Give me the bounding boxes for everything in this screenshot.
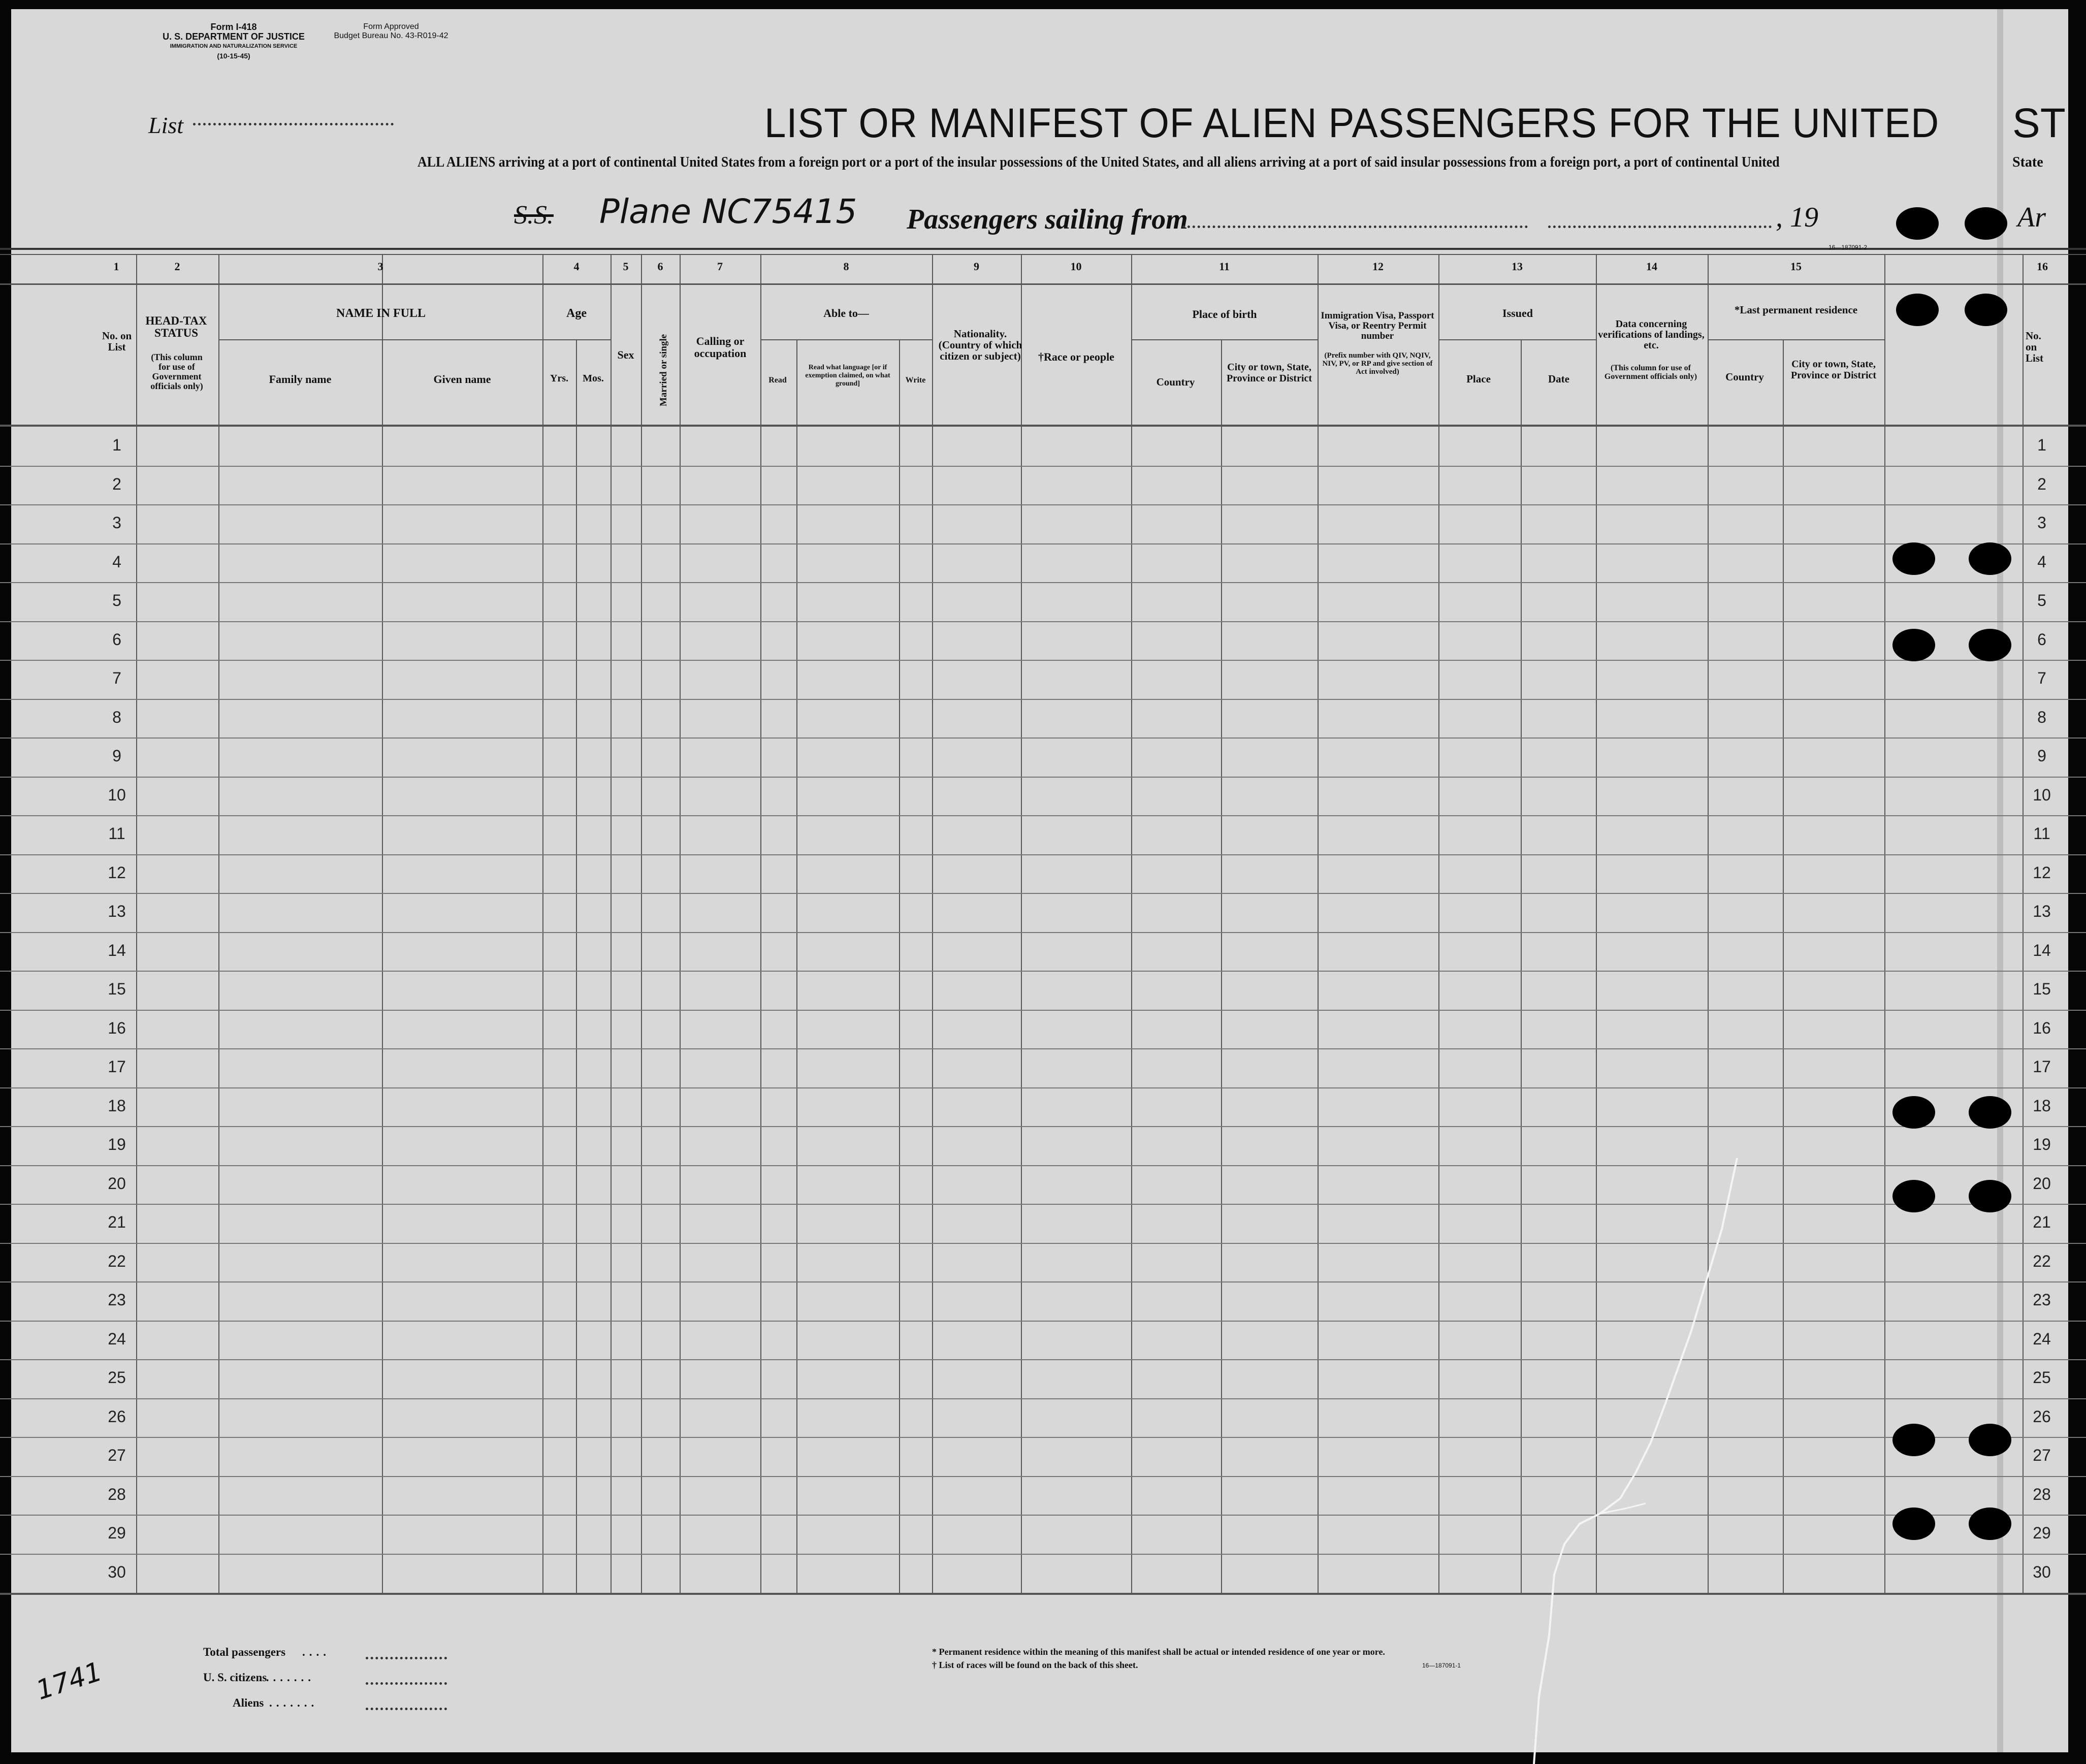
header-sex: Sex — [617, 348, 634, 361]
manifest-title: LIST OR MANIFEST OF ALIEN PASSENGERS FOR THE UNITED — [764, 100, 1940, 146]
column-number: 12 — [1372, 260, 1384, 273]
margin-handwriting: 1741 — [32, 1656, 106, 1706]
row-number-right: 5 — [2037, 591, 2046, 610]
vessel-handwritten: Plane NC75415 — [599, 192, 857, 231]
row-number: 18 — [108, 1097, 126, 1115]
header-name-in-full: NAME IN FULL — [336, 307, 426, 320]
vessel-label: S.S. — [514, 201, 554, 230]
row-number-right: 7 — [2037, 669, 2046, 687]
column-number: 1 — [113, 260, 119, 273]
row-number-right: 8 — [2037, 708, 2046, 726]
row-number: 16 — [108, 1019, 126, 1037]
header-read-language: Read what language [or if exemption claimed, on what ground] — [805, 364, 890, 388]
form-edition: (10-15-45) — [217, 52, 250, 60]
row-number: 30 — [108, 1563, 126, 1581]
header-residence-country: Country — [1725, 371, 1764, 383]
footnote-residence: * Permanent residence within the meaning of this manifest shall be actual or intended residence of one year or more. — [932, 1647, 1385, 1657]
print-code-bottom: 16—187091-1 — [1422, 1662, 1461, 1669]
header-write: Write — [905, 376, 926, 384]
header-visa: Immigration Visa, Passport Visa, or Reentry Permit number — [1321, 310, 1434, 341]
row-number: 1 — [112, 436, 121, 454]
row-number: 26 — [108, 1407, 126, 1426]
header-able-to: Able to— — [823, 307, 869, 319]
row-number-right: 27 — [2033, 1446, 2051, 1464]
header-race: †Race or people — [1038, 350, 1114, 363]
header-last-residence: *Last permanent residence — [1734, 304, 1858, 316]
row-number: 8 — [112, 708, 121, 726]
row-number-right: 24 — [2033, 1330, 2051, 1348]
column-number: 3 — [377, 260, 383, 273]
row-number-right: 28 — [2033, 1485, 2051, 1503]
header-married: Married or single — [658, 334, 669, 406]
row-number-right: 29 — [2033, 1524, 2051, 1542]
us-citizens-label: U. S. citizens — [203, 1671, 267, 1684]
header-residence-city: City or town, State, Province or District — [1790, 359, 1877, 381]
total-passengers-label: Total passengers — [203, 1646, 286, 1658]
us-citizens-leader: ........ — [259, 1671, 315, 1684]
row-number-right: 19 — [2033, 1135, 2051, 1153]
header-visa-note: (Prefix number with QIV, NQIV, NIV, PV, or RP and give section of Act involved) — [1322, 351, 1433, 376]
row-number-right: 10 — [2033, 786, 2051, 804]
row-number-right: 23 — [2033, 1291, 2051, 1309]
column-number: 13 — [1512, 260, 1523, 273]
header-age: Age — [566, 307, 587, 320]
row-number-right: 26 — [2033, 1407, 2051, 1426]
row-number: 25 — [108, 1368, 126, 1387]
form-number: Form I-418 — [210, 22, 257, 32]
header-head-tax-note: (This column for use of Government officials only) — [150, 352, 203, 391]
total-passengers-leader: .... — [302, 1646, 330, 1658]
column-number: 14 — [1646, 260, 1657, 273]
header-verifications: Data concerning verifications of landings, etc. — [1598, 318, 1705, 351]
service-name: IMMIGRATION AND NATURALIZATION SERVICE — [170, 43, 298, 49]
header-birth-city: City or town, State, Province or District — [1226, 362, 1312, 384]
row-number-right: 11 — [2033, 824, 2050, 843]
row-number: 3 — [112, 514, 121, 532]
arriving-cut: Ar — [2017, 202, 2046, 233]
row-number: 11 — [108, 824, 125, 843]
header-yrs: Yrs. — [550, 373, 569, 384]
column-number: 4 — [573, 260, 580, 273]
row-number-right: 6 — [2037, 630, 2046, 649]
row-number-right: 4 — [2037, 553, 2046, 571]
row-number: 27 — [108, 1446, 126, 1464]
year-label: , 19 — [1776, 202, 1818, 233]
footnote-races: † List of races will be found on the back of this sheet. — [932, 1660, 1138, 1670]
header-place-of-birth: Place of birth — [1192, 308, 1257, 320]
row-number: 19 — [108, 1135, 126, 1153]
row-number-right: 30 — [2033, 1563, 2051, 1581]
row-number: 6 — [112, 630, 121, 649]
row-number-right: 3 — [2037, 514, 2046, 532]
column-number: 11 — [1219, 260, 1230, 273]
row-number-right: 17 — [2033, 1057, 2051, 1076]
header-no-on-list: No. on List — [102, 330, 132, 353]
row-number-right: 1 — [2037, 436, 2046, 454]
column-number: 8 — [843, 260, 849, 273]
row-number: 23 — [108, 1291, 126, 1309]
row-number-right: 20 — [2033, 1174, 2051, 1193]
row-number: 22 — [108, 1252, 126, 1270]
row-number: 13 — [108, 902, 126, 920]
row-number: 21 — [108, 1213, 126, 1231]
column-number: 15 — [1790, 260, 1802, 273]
print-code-top: 16—187091-2 — [1828, 244, 1868, 251]
row-number: 28 — [108, 1485, 126, 1503]
row-number: 14 — [108, 941, 126, 959]
header-issued-date: Date — [1548, 373, 1569, 385]
header-birth-country: Country — [1156, 376, 1195, 388]
column-number: 7 — [717, 260, 723, 273]
header-issued-place: Place — [1466, 373, 1491, 385]
passengers-sailing-label: Passengers sailing from — [907, 204, 1188, 235]
header-family-name: Family name — [269, 373, 332, 386]
header-no-on-list-cut: No. on List — [2026, 330, 2044, 364]
header-given-name: Given name — [433, 373, 491, 386]
row-number-right: 16 — [2033, 1019, 2051, 1037]
row-number: 24 — [108, 1330, 126, 1348]
row-number: 20 — [108, 1174, 126, 1193]
row-number-right: 2 — [2037, 475, 2046, 493]
row-number-right: 25 — [2033, 1368, 2051, 1387]
column-number: 16 — [2037, 260, 2048, 273]
row-number: 5 — [112, 591, 121, 610]
row-number-right: 21 — [2033, 1213, 2051, 1231]
header-mos: Mos. — [583, 373, 604, 384]
row-number-right: 18 — [2033, 1097, 2051, 1115]
manifest-subtitle-cut: State — [2012, 154, 2043, 170]
header-nationality: Nationality. (Country of which citizen or subject) — [938, 328, 1022, 362]
header-head-tax: HEAD-TAX STATUS — [145, 314, 207, 339]
row-number: 4 — [112, 553, 121, 571]
department-name: U. S. DEPARTMENT OF JUSTICE — [163, 31, 305, 42]
row-number: 29 — [108, 1524, 126, 1542]
column-number: 6 — [657, 260, 663, 273]
row-number-right: 15 — [2033, 980, 2051, 998]
row-number: 2 — [112, 475, 121, 493]
header-verifications-note: (This column for use of Government officials only) — [1604, 364, 1697, 381]
row-number: 7 — [112, 669, 121, 687]
form-approved: Form Approved — [363, 22, 419, 31]
header-read: Read — [768, 376, 787, 384]
column-number: 2 — [174, 260, 180, 273]
header-calling: Calling or occupation — [694, 335, 747, 360]
aliens-leader: ....... — [269, 1696, 318, 1709]
budget-number: Budget Bureau No. 43-R019-42 — [334, 31, 448, 40]
column-number: 9 — [974, 260, 979, 273]
list-label: List — [148, 112, 184, 138]
row-number-right: 12 — [2033, 863, 2051, 882]
aliens-label: Aliens — [233, 1696, 264, 1709]
manifest-subtitle: ALL ALIENS arriving at a port of continental United States from a foreign port or a port of the insular possessions of the United States, and all aliens arriving at a port of said insular possessions from a foreign port, a port of continental United — [418, 154, 1780, 170]
row-number-right: 13 — [2033, 902, 2051, 920]
column-number: 10 — [1070, 260, 1082, 273]
row-number-right: 9 — [2037, 747, 2046, 765]
row-number: 10 — [108, 786, 126, 804]
row-number-right: 22 — [2033, 1252, 2051, 1270]
row-number: 15 — [108, 980, 126, 998]
row-number: 17 — [108, 1057, 126, 1076]
column-number: 5 — [623, 260, 629, 273]
manifest-title-cut: ST — [2012, 100, 2066, 146]
header-issued: Issued — [1502, 307, 1533, 319]
row-number: 12 — [108, 863, 126, 882]
row-number-right: 14 — [2033, 941, 2051, 959]
row-number: 9 — [112, 747, 121, 765]
